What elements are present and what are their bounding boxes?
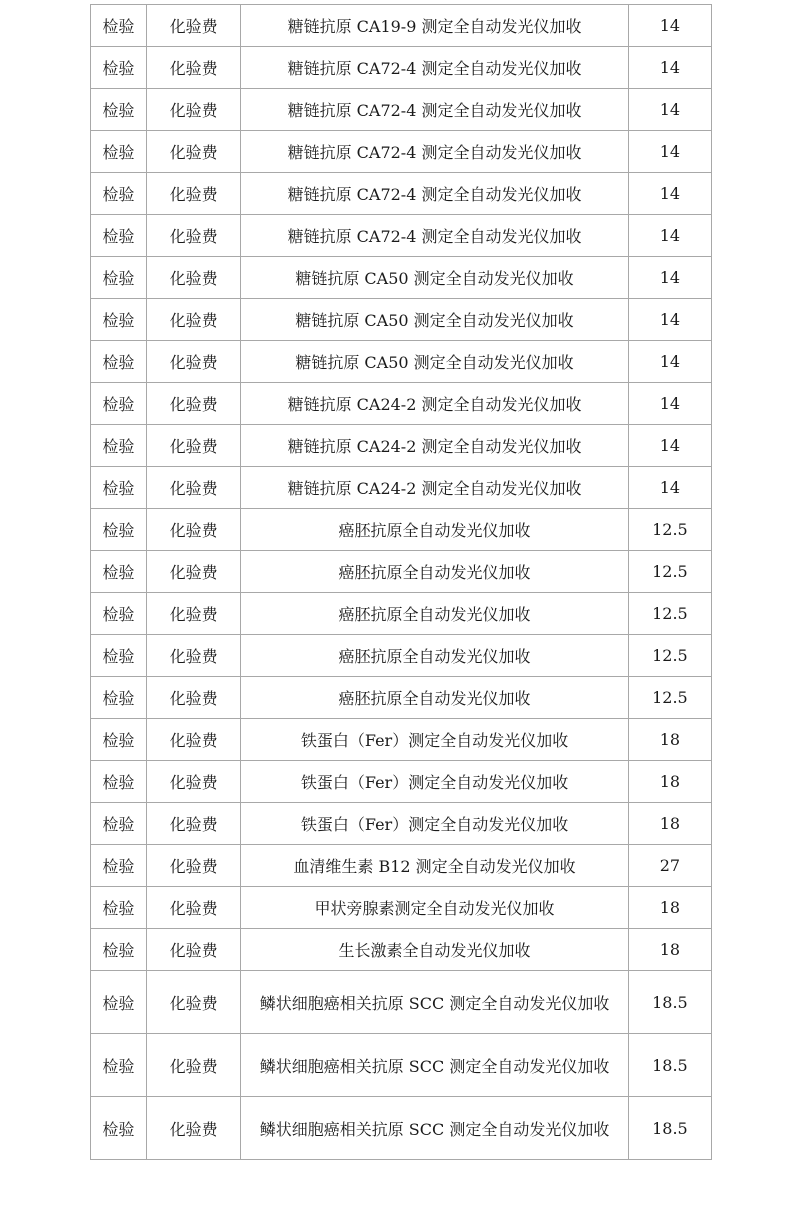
item-name-cell: 鳞状细胞癌相关抗原 SCC 测定全自动发光仪加收 [241,1097,629,1160]
price-cell: 18.5 [628,971,711,1034]
category-cell: 检验 [91,5,147,47]
price-cell: 27 [628,845,711,887]
item-name-cell: 糖链抗原 CA72-4 测定全自动发光仪加收 [241,47,629,89]
item-name-cell: 糖链抗原 CA50 测定全自动发光仪加收 [241,341,629,383]
price-cell: 12.5 [628,509,711,551]
category-cell: 检验 [91,719,147,761]
category-cell: 检验 [91,47,147,89]
item-name-cell: 癌胚抗原全自动发光仪加收 [241,677,629,719]
table-row [91,383,712,425]
fee-type-cell: 化验费 [147,467,241,509]
fee-type-cell: 化验费 [147,845,241,887]
fee-type-cell: 化验费 [147,215,241,257]
table-row [91,299,712,341]
item-name-cell: 糖链抗原 CA24-2 测定全自动发光仪加收 [241,467,629,509]
category-cell: 检验 [91,257,147,299]
price-cell: 14 [628,5,711,47]
category-cell: 检验 [91,929,147,971]
price-cell: 14 [628,47,711,89]
category-cell: 检验 [91,803,147,845]
table-row [91,257,712,299]
table-row [91,677,712,719]
item-name-cell: 癌胚抗原全自动发光仪加收 [241,551,629,593]
fee-type-cell: 化验费 [147,551,241,593]
category-cell: 检验 [91,677,147,719]
item-name-cell: 糖链抗原 CA24-2 测定全自动发光仪加收 [241,383,629,425]
table-row [91,341,712,383]
table-row [91,971,712,1034]
table-row [91,173,712,215]
fee-type-cell: 化验费 [147,425,241,467]
table-row [91,803,712,845]
price-cell: 12.5 [628,551,711,593]
table-row [91,1097,712,1160]
price-cell: 18.5 [628,1097,711,1160]
price-cell: 12.5 [628,635,711,677]
category-cell: 检验 [91,635,147,677]
category-cell: 检验 [91,467,147,509]
item-name-cell: 糖链抗原 CA72-4 测定全自动发光仪加收 [241,215,629,257]
fee-type-cell: 化验费 [147,593,241,635]
price-cell: 18.5 [628,1034,711,1097]
fee-type-cell: 化验费 [147,719,241,761]
fee-type-cell: 化验费 [147,635,241,677]
item-name-cell: 血清维生素 B12 测定全自动发光仪加收 [241,845,629,887]
fee-type-cell: 化验费 [147,5,241,47]
category-cell: 检验 [91,845,147,887]
fee-type-cell: 化验费 [147,257,241,299]
category-cell: 检验 [91,1034,147,1097]
category-cell: 检验 [91,971,147,1034]
category-cell: 检验 [91,173,147,215]
price-cell: 14 [628,131,711,173]
item-name-cell: 糖链抗原 CA24-2 测定全自动发光仪加收 [241,425,629,467]
price-cell: 14 [628,299,711,341]
item-name-cell: 糖链抗原 CA72-4 测定全自动发光仪加收 [241,173,629,215]
price-cell: 18 [628,719,711,761]
category-cell: 检验 [91,215,147,257]
fee-type-cell: 化验费 [147,1034,241,1097]
item-name-cell: 糖链抗原 CA72-4 测定全自动发光仪加收 [241,131,629,173]
item-name-cell: 铁蛋白（Fer）测定全自动发光仪加收 [241,719,629,761]
fee-type-cell: 化验费 [147,47,241,89]
price-cell: 14 [628,341,711,383]
category-cell: 检验 [91,887,147,929]
price-cell: 18 [628,887,711,929]
fee-type-cell: 化验费 [147,89,241,131]
category-cell: 检验 [91,89,147,131]
price-cell: 14 [628,215,711,257]
price-cell: 14 [628,425,711,467]
price-cell: 14 [628,467,711,509]
table-row [91,593,712,635]
table-row [91,845,712,887]
category-cell: 检验 [91,509,147,551]
item-name-cell: 生长激素全自动发光仪加收 [241,929,629,971]
fee-type-cell: 化验费 [147,509,241,551]
item-name-cell: 甲状旁腺素测定全自动发光仪加收 [241,887,629,929]
fee-type-cell: 化验费 [147,887,241,929]
item-name-cell: 糖链抗原 CA72-4 测定全自动发光仪加收 [241,89,629,131]
table-row [91,1034,712,1097]
fee-type-cell: 化验费 [147,131,241,173]
fee-type-cell: 化验费 [147,677,241,719]
table-row [91,215,712,257]
price-cell: 14 [628,89,711,131]
price-cell: 14 [628,383,711,425]
item-name-cell: 鳞状细胞癌相关抗原 SCC 测定全自动发光仪加收 [241,971,629,1034]
category-cell: 检验 [91,131,147,173]
price-cell: 18 [628,761,711,803]
category-cell: 检验 [91,1097,147,1160]
table-row [91,89,712,131]
table-row [91,509,712,551]
table-row [91,887,712,929]
fee-type-cell: 化验费 [147,761,241,803]
table-row [91,761,712,803]
table-row [91,131,712,173]
fee-type-cell: 化验费 [147,971,241,1034]
table-row [91,467,712,509]
table-row [91,635,712,677]
table-row [91,47,712,89]
fee-type-cell: 化验费 [147,299,241,341]
table-row [91,929,712,971]
table-row [91,5,712,47]
table-row [91,551,712,593]
fee-type-cell: 化验费 [147,173,241,215]
item-name-cell: 癌胚抗原全自动发光仪加收 [241,635,629,677]
category-cell: 检验 [91,383,147,425]
fee-type-cell: 化验费 [147,341,241,383]
fee-type-cell: 化验费 [147,1097,241,1160]
fee-type-cell: 化验费 [147,383,241,425]
fee-type-cell: 化验费 [147,929,241,971]
item-name-cell: 糖链抗原 CA19-9 测定全自动发光仪加收 [241,5,629,47]
price-cell: 18 [628,929,711,971]
item-name-cell: 癌胚抗原全自动发光仪加收 [241,509,629,551]
category-cell: 检验 [91,551,147,593]
item-name-cell: 铁蛋白（Fer）测定全自动发光仪加收 [241,803,629,845]
category-cell: 检验 [91,761,147,803]
category-cell: 检验 [91,299,147,341]
item-name-cell: 铁蛋白（Fer）测定全自动发光仪加收 [241,761,629,803]
fee-type-cell: 化验费 [147,803,241,845]
table-row [91,719,712,761]
fee-table-body [91,5,712,1160]
category-cell: 检验 [91,341,147,383]
price-cell: 14 [628,257,711,299]
category-cell: 检验 [91,593,147,635]
category-cell: 检验 [91,425,147,467]
price-cell: 12.5 [628,593,711,635]
item-name-cell: 糖链抗原 CA50 测定全自动发光仪加收 [241,299,629,341]
item-name-cell: 鳞状细胞癌相关抗原 SCC 测定全自动发光仪加收 [241,1034,629,1097]
fee-table [90,4,712,1160]
table-row [91,425,712,467]
price-cell: 18 [628,803,711,845]
price-cell: 14 [628,173,711,215]
item-name-cell: 癌胚抗原全自动发光仪加收 [241,593,629,635]
item-name-cell: 糖链抗原 CA50 测定全自动发光仪加收 [241,257,629,299]
price-cell: 12.5 [628,677,711,719]
